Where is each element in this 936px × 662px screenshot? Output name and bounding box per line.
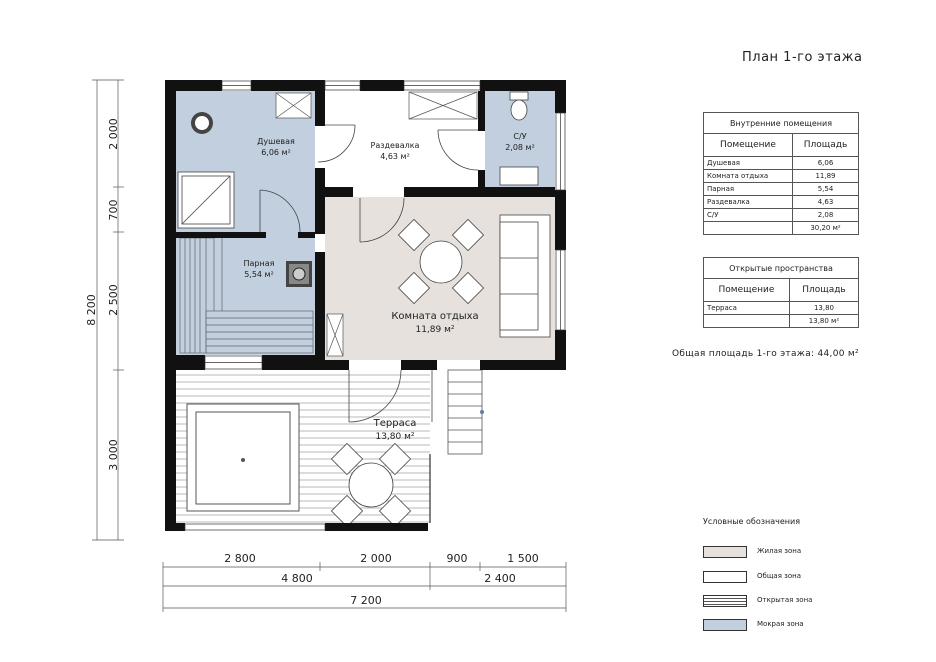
terrace-table-set (331, 443, 410, 526)
legend-label: Открытая зона (757, 596, 813, 604)
dim-bottom-3: 900 (446, 552, 468, 565)
table-cell: 13,80 (789, 302, 858, 315)
lounge-name: Комната отдыха (391, 311, 479, 322)
legend-title: Условные обозначения (703, 517, 801, 526)
water-tank-icon (191, 112, 213, 134)
dim-bottom-total: 7 200 (350, 594, 382, 607)
table-caption: Открытые пространства (704, 258, 859, 279)
table-total-row (704, 222, 859, 235)
legend-swatch (703, 546, 747, 558)
dim-left-2: 700 (107, 199, 120, 221)
legend-label: Мокрая зона (757, 620, 804, 628)
shower-name: Душевая (257, 137, 295, 146)
table-cell: Парная (704, 183, 793, 196)
table-row (704, 170, 859, 183)
shower-cabin (178, 172, 234, 228)
terrace-stairs (448, 370, 484, 454)
table-row (704, 183, 859, 196)
legend-swatch (703, 595, 747, 607)
dim-bottom-1: 2 800 (224, 552, 256, 565)
table-row (704, 157, 859, 170)
internal-rooms-table (703, 112, 859, 235)
dim-left-total: 8 200 (85, 294, 98, 326)
dim-bottom-4: 1 500 (507, 552, 539, 565)
lounge-area: 11,89 м² (415, 325, 455, 335)
table-row (704, 302, 859, 315)
table-cell: 6,06 (792, 157, 858, 170)
table-cell: Комната отдыха (704, 170, 793, 183)
table-header: Площадь (789, 279, 858, 302)
table-cell: 5,54 (792, 183, 858, 196)
dim-bottom-5: 4 800 (281, 572, 313, 585)
wc-name: С/У (513, 132, 527, 141)
legend-label: Общая зона (757, 572, 802, 580)
table-cell: 4,63 (792, 196, 858, 209)
plan-title: План 1-го этажа (742, 50, 863, 65)
table-row (704, 196, 859, 209)
table-header: Помещение (704, 279, 790, 302)
table-total: 30,20 м² (792, 222, 858, 235)
table-cell: 2,08 (792, 209, 858, 222)
table-header: Площадь (792, 134, 858, 157)
table-total: 13,80 м² (789, 315, 858, 328)
terrace-area: 13,80 м² (375, 432, 415, 442)
steam-area: 5,54 м² (244, 270, 274, 279)
legend-label: Жилая зона (757, 547, 802, 555)
open-spaces-table (703, 257, 859, 328)
terrace-name: Терраса (373, 418, 417, 429)
hot-tub (187, 404, 299, 511)
shower-area: 6,06 м² (261, 148, 291, 157)
sofa (500, 215, 550, 337)
dim-left-1: 2 000 (107, 118, 120, 150)
table-cell: Терраса (704, 302, 790, 315)
dim-bottom-2: 2 000 (360, 552, 392, 565)
legend-swatch (703, 619, 747, 631)
toilet-icon (510, 92, 528, 120)
dressing-name: Раздевалка (370, 141, 420, 150)
sink-icon (500, 167, 538, 185)
table-cell: 11,89 (792, 170, 858, 183)
table-cell: С/У (704, 209, 793, 222)
dressing-area: 4,63 м² (380, 152, 410, 161)
total-area: Общая площадь 1-го этажа: 44,00 м² (672, 349, 859, 359)
legend-swatch (703, 571, 747, 583)
table-row (704, 209, 859, 222)
table-header: Помещение (704, 134, 793, 157)
dim-left-3: 2 500 (107, 284, 120, 316)
table-total-row (704, 315, 859, 328)
table-cell: Душевая (704, 157, 793, 170)
dim-bottom-6: 2 400 (484, 572, 516, 585)
table-cell: Раздевалка (704, 196, 793, 209)
table-caption: Внутренние помещения (704, 113, 859, 134)
steam-name: Парная (243, 259, 275, 268)
sauna-stove-icon (286, 261, 312, 287)
wc-area: 2,08 м² (505, 143, 535, 152)
steam-room-fill (176, 232, 315, 355)
dim-left-4: 3 000 (107, 439, 120, 471)
